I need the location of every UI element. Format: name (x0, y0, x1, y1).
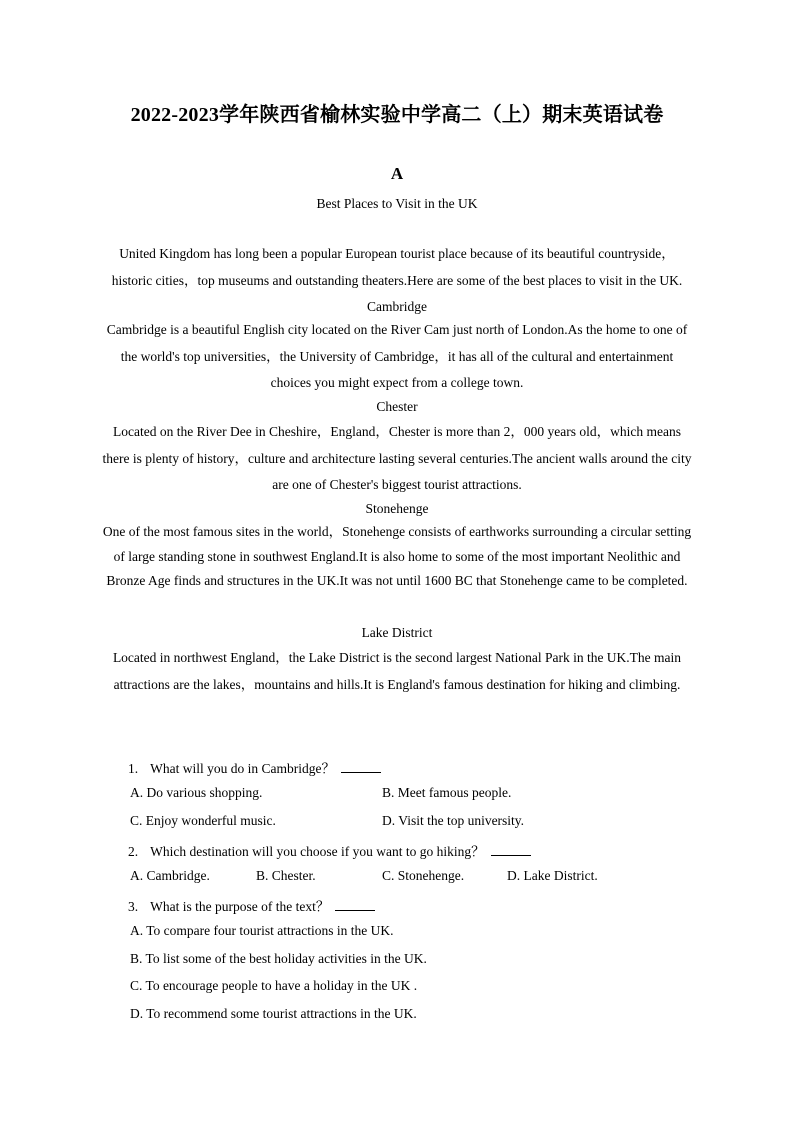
option-3b[interactable]: B. To list some of the best holiday activities in the UK. (130, 951, 427, 966)
paragraph-chester: Located on the River Dee in Cheshire，England，Chester is more than 2，000 years old，which means there is plenty of history，culture and architecture lasting several centuries.The ancient walls around the city are one of Chester's biggest tourist attractions. (102, 424, 692, 492)
heading-stonehenge: Stonehenge (365, 501, 429, 516)
answer-blank[interactable] (341, 760, 381, 773)
option-1a[interactable]: A. Do various shopping. (130, 785, 263, 800)
question-stem: Which destination will you choose if you want to go hiking？ (150, 844, 485, 859)
question-2 (128, 840, 531, 860)
question-number: 1. (128, 761, 139, 776)
section-letter: A (390, 164, 404, 183)
option-1b[interactable]: B. Meet famous people. (382, 785, 512, 800)
heading-cambridge: Cambridge (367, 299, 427, 314)
paragraph-stonehenge: One of the most famous sites in the world，Stonehenge consists of earthworks surrounding a circular setting of large standing stone in southwest England.It is also home to some of the most important Neolithic and Bronze Age finds and structures in the UK.It was not until 1600 BC that Stonehenge came to be completed. (102, 524, 692, 588)
answer-blank[interactable] (335, 898, 375, 911)
question-stem: What will you do in Cambridge？ (150, 761, 335, 776)
option-1d[interactable]: D. Visit the top university. (382, 813, 525, 828)
paragraph-cambridge: Cambridge is a beautiful English city located on the River Cam just north of London.As the home to one of the world's top universities，the University of Cambridge，it has all of the cultural and entertainment choices you might expect from a college town. (106, 322, 688, 390)
option-2d[interactable]: D. Lake District. (507, 868, 598, 883)
option-2c[interactable]: C. Stonehenge. (382, 868, 465, 883)
question-stem: What is the purpose of the text？ (150, 899, 330, 914)
exam-title: 2022-2023学年陕西省榆林实验中学高二（上）期末英语试卷 (130, 104, 664, 126)
option-3c[interactable]: C. To encourage people to have a holiday in the UK . (130, 978, 418, 993)
passage-title: Best Places to Visit in the UK (316, 196, 478, 211)
intro-paragraph: United Kingdom has long been a popular European tourist place because of its beautiful countryside，historic cities，top museums and outstanding theaters.Here are some of the best places to visit in the UK. (111, 246, 683, 288)
option-1c[interactable]: C. Enjoy wonderful music. (130, 813, 276, 828)
paragraph-lake-district: Located in northwest England，the Lake District is the second largest National Park in the UK.The main attractions are the lakes，mountains and hills.It is England's famous destination for hiking and climbing. (112, 650, 682, 692)
question-number: 3. (128, 899, 139, 914)
question-number: 2. (128, 844, 139, 859)
heading-lake-district: Lake District (361, 625, 433, 640)
heading-chester: Chester (376, 399, 418, 414)
option-2a[interactable]: A. Cambridge. (130, 868, 210, 883)
option-3d[interactable]: D. To recommend some tourist attractions in the UK. (130, 1006, 417, 1021)
answer-blank[interactable] (491, 843, 531, 856)
option-3a[interactable]: A. To compare four tourist attractions in the UK. (130, 923, 394, 938)
option-2b[interactable]: B. Chester. (256, 868, 316, 883)
question-1 (128, 757, 381, 777)
question-3 (128, 895, 375, 915)
